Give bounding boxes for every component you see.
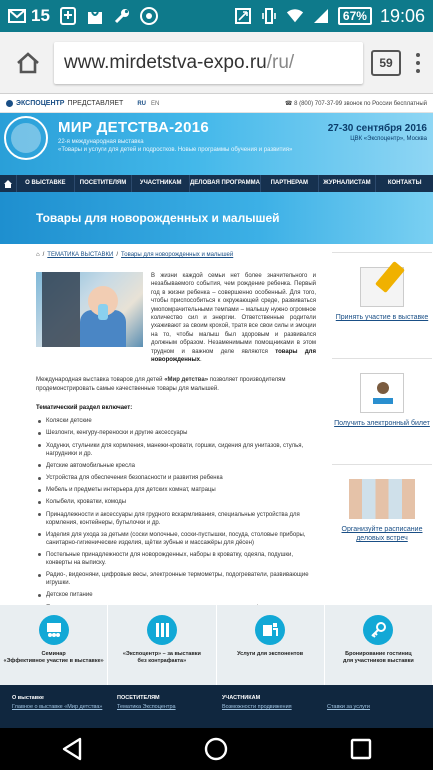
nav-about[interactable]: О ВЫСТАВКЕ	[16, 175, 74, 192]
schedule-meetings-link[interactable]: Организуйте расписание деловых встреч	[341, 526, 423, 542]
footer-link[interactable]: Возможности продвижения	[222, 704, 292, 710]
site-footer	[0, 685, 433, 728]
list-item: Устройства для обеспечения безопасности и развития ребенка	[36, 474, 316, 482]
recents-button[interactable]	[341, 729, 381, 769]
page-title: Товары для новорожденных и малышей	[36, 211, 280, 225]
home-button[interactable]	[8, 43, 48, 83]
list-item: Мебель и предметы интерьера для детских комнат, матрацы	[36, 486, 316, 494]
signal-icon	[312, 7, 330, 25]
intro-block	[36, 272, 316, 364]
expocentre-logo[interactable]: ЭКСПОЦЕНТР ПРЕДСТАВЛЯЕТ	[6, 100, 123, 107]
list-item: Постельные принадлежности для новорожденных, наборы в кроватку, одеяла, подушки, конверты на выписку.	[36, 551, 316, 567]
wrench-icon	[113, 7, 131, 25]
list-item: Колыбели, кроватки, комоды	[36, 498, 316, 506]
nav-journalists[interactable]: ЖУРНАЛИСТАМ	[318, 175, 376, 192]
lang-ru-link[interactable]: RU	[137, 100, 146, 107]
breadcrumb-topic-link[interactable]: ТЕМАТИКА ВЫСТАВКИ	[47, 252, 114, 258]
get-ticket-link[interactable]: Получить электронный билет	[334, 420, 430, 427]
clock: 19:06	[379, 5, 425, 26]
exhibition-subtitle: 22-я международная выставка «Товары и услуги для детей и подростков. Новые программы обучения и развития»	[58, 139, 293, 153]
services-strip	[0, 605, 433, 685]
battery-indicator: 67%	[338, 7, 372, 25]
shopping-bag-icon	[86, 7, 104, 25]
url-path: /ru/	[266, 51, 295, 73]
url-host: www.mirdetstva-expo.ru	[64, 51, 267, 73]
service-exhibitor-services[interactable]: Услуги для экспонентов	[217, 605, 325, 685]
wifi-icon	[286, 7, 304, 25]
services-icon	[255, 615, 285, 645]
list-item: Ходунки, стульчики для кормления, манежи-кровати, горшки, сидения для унитазов, стулья, нагрудники и др.	[36, 442, 316, 458]
home-nav-button[interactable]	[196, 729, 236, 769]
brand-logo[interactable]	[4, 116, 48, 160]
ticket-icon	[360, 373, 404, 413]
nav-visitors[interactable]: ПОСЕТИТЕЛЯМ	[74, 175, 132, 192]
list-item: Принадлежности и аксессуары для грудного вскармливания, специальные устройства для кормления, контейнеры, бутылочки и др.	[36, 511, 316, 527]
overflow-menu-button[interactable]	[411, 48, 425, 78]
footer-col-visitors: ПОСЕТИТЕЛЯМ Тематика Экспоцентра	[117, 695, 222, 728]
list-item: Коляски детские	[36, 417, 316, 425]
notification-count: 15	[31, 6, 50, 25]
main-nav	[0, 175, 433, 192]
home-icon	[4, 180, 12, 188]
meetings-card	[332, 464, 432, 570]
main-column	[36, 244, 316, 644]
nav-partners[interactable]: ПАРТНЕРАМ	[260, 175, 318, 192]
home-icon	[15, 51, 41, 75]
system-nav-bar	[0, 728, 433, 770]
nav-business-program[interactable]: ДЕЛОВАЯ ПРОГРАММА	[189, 175, 260, 192]
web-page	[0, 95, 433, 728]
url-input[interactable]	[54, 42, 363, 84]
hotel-key-icon	[363, 615, 393, 645]
screen-cast-icon	[234, 7, 252, 25]
footer-col-about: О выставке Главное о выставке «Мир детства»	[12, 695, 117, 728]
site-topline	[0, 95, 433, 113]
application-form-icon	[360, 267, 404, 307]
browser-toolbar	[0, 32, 433, 94]
app-icon	[59, 7, 77, 25]
nav-exhibitors[interactable]: УЧАСТНИКАМ	[131, 175, 189, 192]
vibrate-icon	[260, 7, 278, 25]
chrome-icon	[140, 7, 158, 25]
breadcrumb-current[interactable]: Товары для новорожденных и малышей	[121, 252, 234, 258]
phone-number[interactable]: ☎ 8 (800) 707-37-99 звонок по России бесплатный	[284, 101, 427, 107]
page-banner	[0, 192, 433, 244]
intro-text: В жизни каждой семьи нет более значительного и незабываемого события, чем рождение ребенка. Первый год в жизни ребенка – совершенно особенный. Для того, чтобы приспособиться к окружающей среде, развиваться умопомрачительными темпами – малышу нужно огромное количество сил и энергии. Ответственные родители ухаживают за своим крохой, тратя все свои силы и эмоции на то, чтобы малыш был здоровым и развивался должным образом. Незаменимыми помощниками в этом трудном и важном деле являются товары для новорожденных.	[151, 273, 316, 364]
home-circle-icon	[204, 737, 228, 761]
list-item: Детские автомобильные кресла	[36, 462, 316, 470]
section-heading: Тематический раздел включает:	[36, 405, 133, 412]
sidebar	[332, 252, 432, 570]
baby-photo	[36, 272, 143, 347]
footer-col-rates	[327, 695, 432, 728]
language-switcher	[137, 101, 159, 107]
back-button[interactable]	[52, 729, 92, 769]
back-triangle-icon	[61, 737, 83, 761]
page-content	[0, 244, 433, 644]
nav-contacts[interactable]: КОНТАКТЫ	[375, 175, 433, 192]
service-seminar[interactable]: Семинар «Эффективное участие в выставке»	[0, 605, 108, 685]
expocentre-logo-icon	[6, 100, 13, 107]
list-item: Детское питание	[36, 591, 316, 599]
meetings-image	[349, 479, 415, 519]
status-bar	[0, 0, 433, 32]
seminar-icon	[39, 615, 69, 645]
contract-icon	[147, 615, 177, 645]
ticket-card	[332, 358, 432, 464]
footer-link[interactable]: Ставки за услуги	[327, 704, 371, 710]
list-item: Радио-, видеоняни, цифровые весы, электронные термометры, подогреватели, развивающие игрушки.	[36, 571, 316, 587]
service-anti-counterfeit[interactable]: «Экспоцентр» – за выставки без контрафакта»	[108, 605, 216, 685]
footer-col-exhibitors: УЧАСТНИКАМ Возможности продвижения	[222, 695, 327, 728]
exhibition-description: Международная выставка товаров для детей «Мир детства» позволяет производителям продемонстрировать самые качественные товары для малышей.	[36, 377, 286, 392]
phone-icon: ☎	[284, 101, 295, 107]
recents-square-icon	[350, 738, 372, 760]
tab-switcher-button[interactable]: 59	[371, 50, 401, 76]
participate-card	[332, 252, 432, 358]
lang-en-link[interactable]: EN	[151, 100, 160, 107]
nav-home-button[interactable]	[0, 180, 16, 188]
footer-link[interactable]: Главное о выставке «Мир детства»	[12, 704, 103, 710]
list-item: Изделия для ухода за детьми (соски молочные, соски-пустышки, посуда, столовые приборы, санитарно-гигиенические изделия, щётки зубные и массажёры для дёсен)	[36, 531, 316, 547]
mail-icon	[8, 7, 26, 25]
exhibition-dates: 27-30 сентября 2016 ЦВК «Экспоцентр», Москва	[327, 123, 427, 142]
exhibition-title: МИР ДЕТСТВА-2016	[58, 119, 210, 136]
breadcrumb: ⌂ / ТЕМАТИКА ВЫСТАВКИ / Товары для новорожденных и малышей	[36, 252, 234, 258]
breadcrumb-home-icon[interactable]: ⌂	[36, 252, 40, 258]
site-header	[0, 113, 433, 175]
footer-link[interactable]: Тематика Экспоцентра	[117, 704, 176, 710]
service-hotel-booking[interactable]: Бронирование гостиниц для участников выставки	[325, 605, 433, 685]
list-item: Шезлонги, кенгуру-переноски и другие аксессуары	[36, 429, 316, 437]
participate-link[interactable]: Принять участие в выставке	[335, 314, 429, 321]
